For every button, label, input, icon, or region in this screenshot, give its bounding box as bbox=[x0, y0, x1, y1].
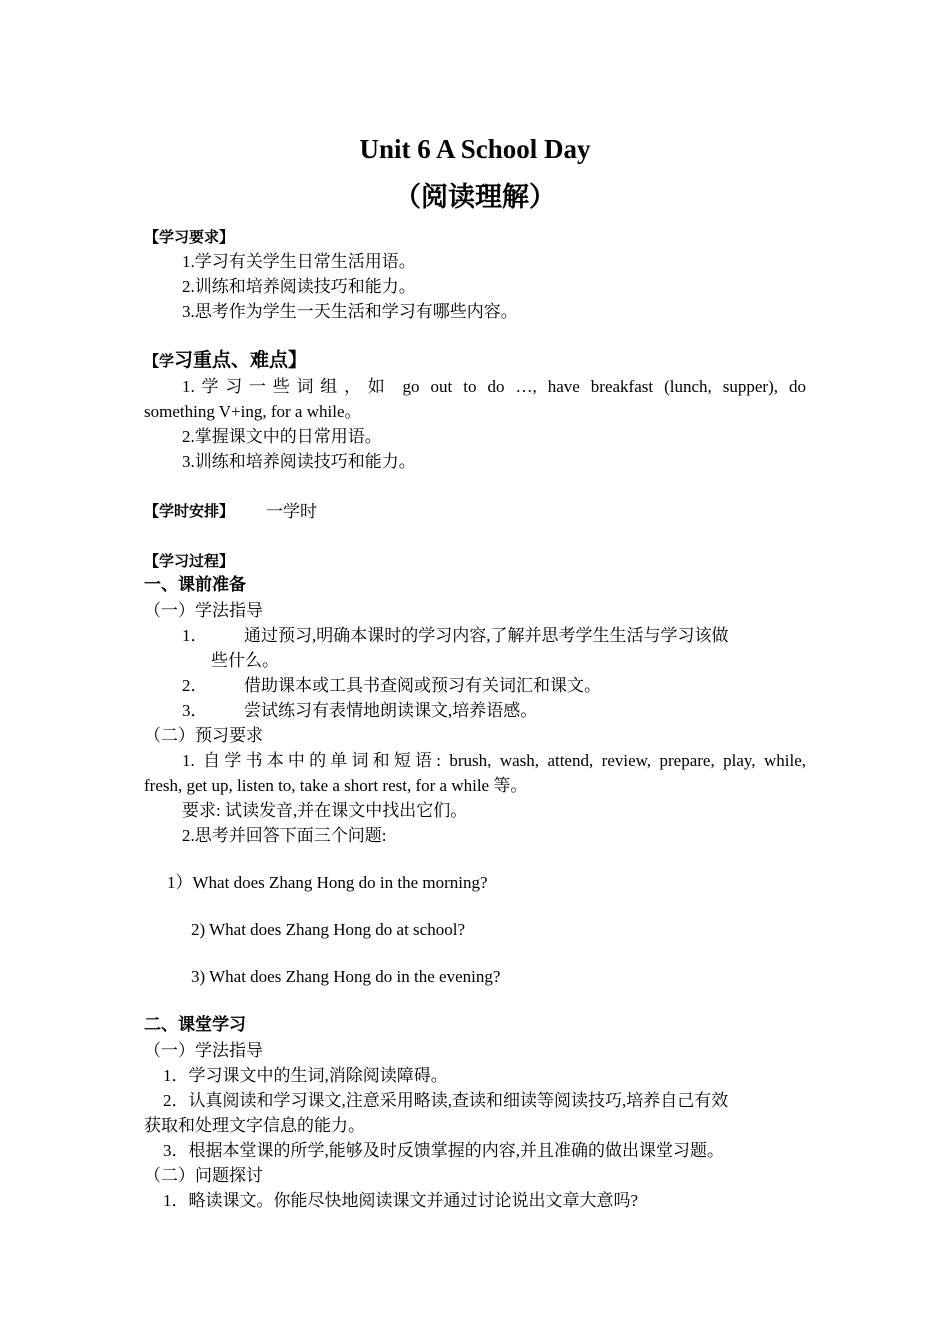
keypoints-item-1-line-1: 1.学习一些词组，如 go out to do …, have breakfast (lunch, supper), do bbox=[182, 377, 806, 396]
guide-item-1-text: 通过预习,明确本课时的学习内容,了解并思考学生生活与学习该做 bbox=[244, 626, 729, 645]
section-2-title: 二、课堂学习 bbox=[144, 1015, 246, 1035]
question-1: 1）What does Zhang Hong do in the morning? bbox=[167, 873, 488, 892]
guide-item-2 bbox=[182, 673, 601, 698]
process-header: 【学习过程】 bbox=[144, 552, 235, 570]
guide-item-2-text: 借助课本或工具书查阅或预习有关词汇和课文。 bbox=[244, 676, 601, 695]
guide-item-1 bbox=[182, 623, 729, 648]
page-title: Unit 6 A School Day bbox=[359, 134, 591, 164]
guide-item-3 bbox=[182, 698, 537, 723]
guide-item-2-num: 2． bbox=[182, 676, 208, 695]
section-2-item-2-line-1: 2．认真阅读和学习课文,注意采用略读,查读和细读等阅读技巧,培养自己有效 bbox=[163, 1091, 729, 1110]
section-1-guide-title: （一）学法指导 bbox=[144, 601, 263, 620]
guide-item-1-line-2: 些什么。 bbox=[211, 651, 279, 670]
prep-requirement: 要求: 试读发音,并在课文中找出它们。 bbox=[182, 801, 468, 820]
section-2-discuss-title: （二）问题探讨 bbox=[144, 1166, 263, 1185]
section-2-item-1: 1．学习课文中的生词,消除阅读障碍。 bbox=[163, 1066, 448, 1085]
section-1-prep-title: （二）预习要求 bbox=[144, 726, 263, 745]
keypoints-item-1-line-2: something V+ing, for a while。 bbox=[144, 402, 362, 421]
guide-item-1-num: 1． bbox=[182, 626, 208, 645]
requirements-item-1: 1.学习有关学生日常生活用语。 bbox=[182, 252, 416, 271]
keypoints-header-big: 习重点、难点】 bbox=[174, 349, 308, 371]
requirements-item-2: 2.训练和培养阅读技巧和能力。 bbox=[182, 277, 416, 296]
page-subtitle: （阅读理解） bbox=[394, 182, 556, 213]
schedule-header: 【学时安排】 bbox=[144, 502, 235, 520]
section-2-item-3: 3．根据本堂课的所学,能够及时反馈掌握的内容,并且准确的做出课堂习题。 bbox=[163, 1141, 724, 1160]
schedule-value: 一学时 bbox=[266, 502, 317, 521]
keypoints-item-3: 3.训练和培养阅读技巧和能力。 bbox=[182, 452, 416, 471]
question-2: 2) What does Zhang Hong do at school? bbox=[191, 920, 465, 939]
section-2-guide-title: （一）学法指导 bbox=[144, 1041, 263, 1060]
guide-item-3-text: 尝试练习有表情地朗读课文,培养语感。 bbox=[244, 701, 538, 720]
requirements-header: 【学习要求】 bbox=[144, 228, 235, 246]
guide-item-3-num: 3． bbox=[182, 701, 208, 720]
section-1-title: 一、课前准备 bbox=[144, 575, 246, 595]
keypoints-header-small: 【学 bbox=[144, 352, 175, 370]
requirements-item-3: 3.思考作为学生一天生活和学习有哪些内容。 bbox=[182, 302, 518, 321]
prep-item-1-line-2: fresh, get up, listen to, take a short rest, for a while 等。 bbox=[144, 776, 528, 795]
keypoints-item-2: 2.掌握课文中的日常用语。 bbox=[182, 427, 382, 446]
section-2-discuss-1: 1．略读课文。你能尽快地阅读课文并通过讨论说出文章大意吗? bbox=[163, 1191, 639, 1210]
prep-item-1-line-1: 1. 自学书本中的单词和短语: brush, wash, attend, review, prepare, play, while, bbox=[182, 751, 806, 770]
prep-item-2: 2.思考并回答下面三个问题: bbox=[182, 826, 387, 845]
keypoints-header bbox=[144, 348, 307, 374]
section-2-item-2-line-2: 获取和处理文字信息的能力。 bbox=[144, 1116, 365, 1135]
question-3: 3) What does Zhang Hong do in the evening? bbox=[191, 967, 501, 986]
